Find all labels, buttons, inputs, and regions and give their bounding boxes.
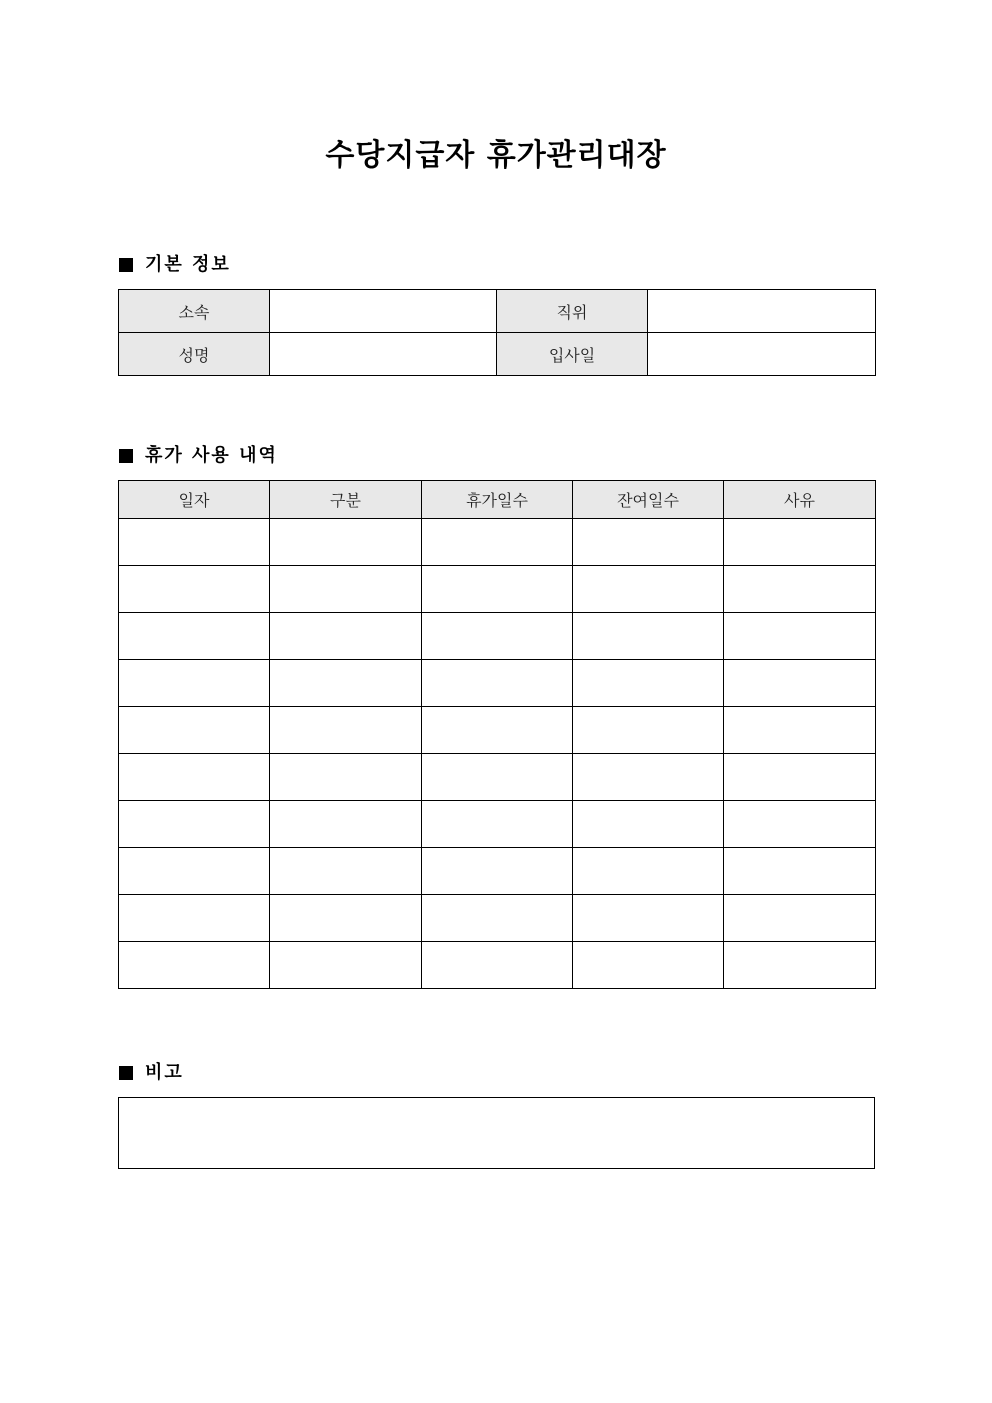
table-row xyxy=(119,613,876,660)
category-cell[interactable] xyxy=(270,895,422,942)
remarks-field[interactable] xyxy=(118,1097,875,1169)
square-bullet-icon xyxy=(119,1066,133,1080)
table-row xyxy=(119,848,876,895)
category-cell[interactable] xyxy=(270,942,422,989)
reason-cell[interactable] xyxy=(724,754,876,801)
leave-days-cell[interactable] xyxy=(422,801,573,848)
category-cell[interactable] xyxy=(270,848,422,895)
remaining-days-cell[interactable] xyxy=(573,754,724,801)
section-heading-label: 비고 xyxy=(145,1062,184,1083)
name-label: 성명 xyxy=(119,333,270,376)
reason-cell[interactable] xyxy=(724,895,876,942)
square-bullet-icon xyxy=(119,258,133,272)
leave-days-cell[interactable] xyxy=(422,848,573,895)
table-row xyxy=(119,290,876,333)
square-bullet-icon xyxy=(119,449,133,463)
table-row xyxy=(119,519,876,566)
position-label: 직위 xyxy=(497,290,648,333)
date-cell[interactable] xyxy=(119,519,270,566)
leave-days-cell[interactable] xyxy=(422,895,573,942)
reason-cell[interactable] xyxy=(724,707,876,754)
date-cell[interactable] xyxy=(119,895,270,942)
leave-days-cell[interactable] xyxy=(422,519,573,566)
table-row xyxy=(119,660,876,707)
table-row xyxy=(119,801,876,848)
leave-history-table xyxy=(118,480,876,989)
date-cell[interactable] xyxy=(119,942,270,989)
basic-info-table xyxy=(118,289,876,376)
date-cell[interactable] xyxy=(119,566,270,613)
date-cell[interactable] xyxy=(119,660,270,707)
document-title: 수당지급자 휴가관리대장 xyxy=(325,138,667,173)
table-row xyxy=(119,895,876,942)
table-row xyxy=(119,942,876,989)
table-header-row xyxy=(119,481,876,519)
table-row xyxy=(119,333,876,376)
category-cell[interactable] xyxy=(270,519,422,566)
table-row xyxy=(119,566,876,613)
remaining-days-cell[interactable] xyxy=(573,848,724,895)
column-header-remaining-days: 잔여일수 xyxy=(573,481,724,519)
position-field[interactable] xyxy=(648,290,876,333)
leave-days-cell[interactable] xyxy=(422,707,573,754)
date-cell[interactable] xyxy=(119,848,270,895)
reason-cell[interactable] xyxy=(724,519,876,566)
affiliation-label: 소속 xyxy=(119,290,270,333)
reason-cell[interactable] xyxy=(724,848,876,895)
date-cell[interactable] xyxy=(119,707,270,754)
reason-cell[interactable] xyxy=(724,613,876,660)
category-cell[interactable] xyxy=(270,660,422,707)
remaining-days-cell[interactable] xyxy=(573,519,724,566)
category-cell[interactable] xyxy=(270,707,422,754)
section-heading-label: 휴가 사용 내역 xyxy=(145,445,278,466)
category-cell[interactable] xyxy=(270,801,422,848)
date-cell[interactable] xyxy=(119,613,270,660)
name-field[interactable] xyxy=(270,333,497,376)
remaining-days-cell[interactable] xyxy=(573,660,724,707)
leave-days-cell[interactable] xyxy=(422,566,573,613)
reason-cell[interactable] xyxy=(724,660,876,707)
leave-days-cell[interactable] xyxy=(422,660,573,707)
column-header-category: 구분 xyxy=(270,481,422,519)
remaining-days-cell[interactable] xyxy=(573,613,724,660)
hire-date-field[interactable] xyxy=(648,333,876,376)
section-heading-leave-history xyxy=(119,444,278,468)
category-cell[interactable] xyxy=(270,613,422,660)
section-heading-label: 기본 정보 xyxy=(145,254,231,275)
column-header-reason: 사유 xyxy=(724,481,876,519)
leave-days-cell[interactable] xyxy=(422,754,573,801)
leave-days-cell[interactable] xyxy=(422,942,573,989)
hire-date-label: 입사일 xyxy=(497,333,648,376)
reason-cell[interactable] xyxy=(724,942,876,989)
reason-cell[interactable] xyxy=(724,801,876,848)
remaining-days-cell[interactable] xyxy=(573,801,724,848)
section-heading-remarks xyxy=(119,1061,184,1085)
table-row xyxy=(119,707,876,754)
category-cell[interactable] xyxy=(270,566,422,613)
remaining-days-cell[interactable] xyxy=(573,566,724,613)
remaining-days-cell[interactable] xyxy=(573,942,724,989)
leave-days-cell[interactable] xyxy=(422,613,573,660)
reason-cell[interactable] xyxy=(724,566,876,613)
date-cell[interactable] xyxy=(119,801,270,848)
section-heading-basic-info xyxy=(119,253,231,277)
column-header-date: 일자 xyxy=(119,481,270,519)
remaining-days-cell[interactable] xyxy=(573,707,724,754)
remaining-days-cell[interactable] xyxy=(573,895,724,942)
category-cell[interactable] xyxy=(270,754,422,801)
column-header-leave-days: 휴가일수 xyxy=(422,481,573,519)
table-row xyxy=(119,754,876,801)
date-cell[interactable] xyxy=(119,754,270,801)
affiliation-field[interactable] xyxy=(270,290,497,333)
